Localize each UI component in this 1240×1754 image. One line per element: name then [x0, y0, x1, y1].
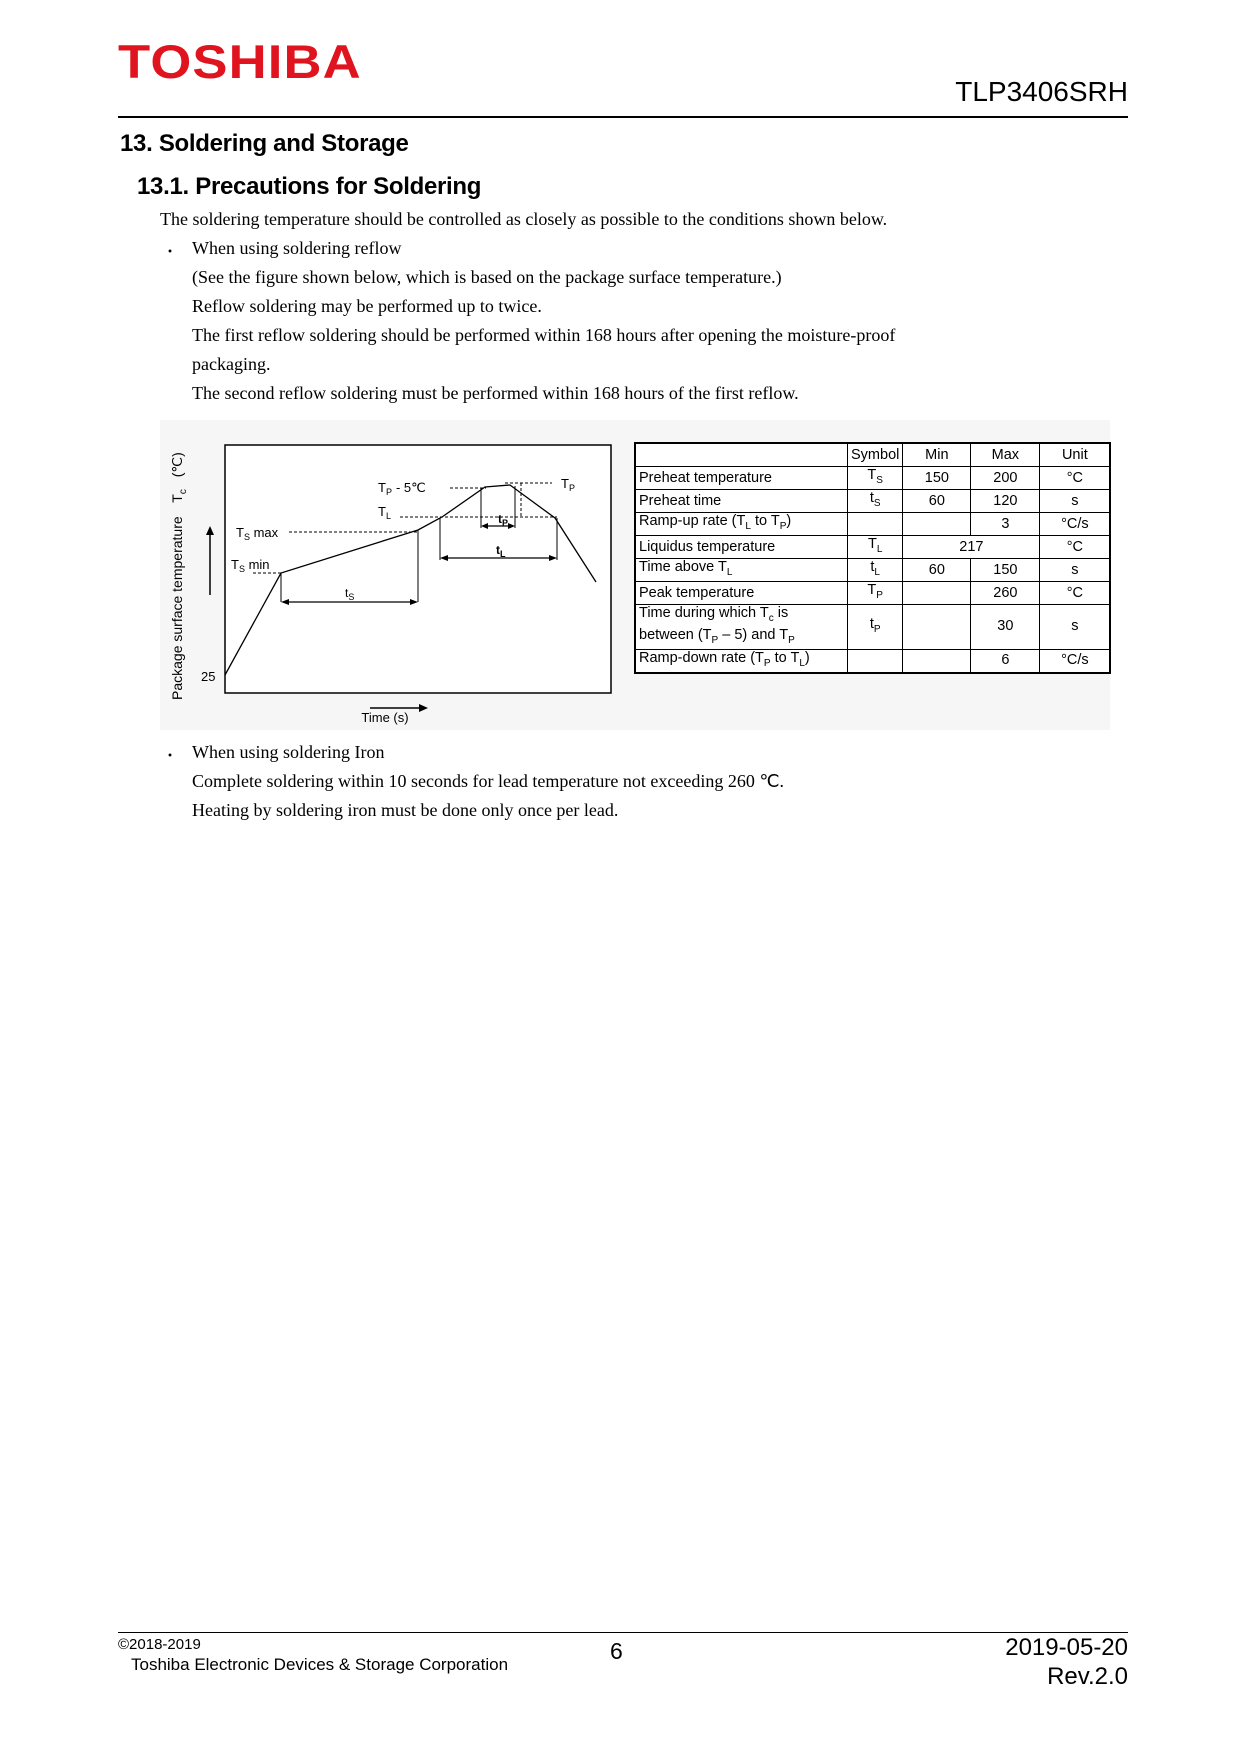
min-cell	[903, 513, 971, 536]
table-row	[635, 649, 1110, 673]
reflow-block	[192, 234, 1072, 408]
max-cell: 6	[971, 649, 1040, 673]
reflow-line: Reflow soldering may be performed up to twice.	[192, 296, 542, 316]
company-name: Toshiba Electronic Devices & Storage Corporation	[131, 1655, 509, 1674]
min-cell: 150	[903, 467, 971, 490]
min-cell: 60	[903, 490, 971, 513]
start-temp-label: 25	[201, 669, 216, 684]
unit-cell: °C	[1040, 536, 1111, 559]
iron-line: Heating by soldering iron must be done only once per lead.	[192, 800, 619, 820]
max-cell: 260	[971, 582, 1040, 605]
unit-cell: °C	[1040, 467, 1111, 490]
tl-time-label: $t_L$	[496, 543, 506, 559]
table-header-cell: Unit	[1040, 443, 1111, 467]
max-cell: 200	[971, 467, 1040, 490]
min-cell	[903, 649, 971, 673]
ts-time-label: $t_S$	[345, 586, 355, 602]
subsection-title: 13.1. Precautions for Soldering	[137, 173, 482, 200]
iron-line: Complete soldering within 10 seconds for lead temperature not exceeding 260 ℃.	[192, 771, 785, 791]
iron-heading: When using soldering Iron	[192, 742, 385, 762]
header-divider	[118, 116, 1128, 118]
param-cell: Ramp-down rate ($T_P$ to $T_L$)	[635, 649, 848, 673]
y-axis-arrowhead	[206, 526, 214, 535]
unit-cell: s	[1040, 559, 1111, 582]
unit-cell: °C	[1040, 582, 1111, 605]
param-cell: Time during which $T_c$ is between $(T_P - 5)$ and $T_P$	[635, 605, 848, 650]
symbol-cell: $t_P$	[848, 605, 903, 650]
reflow-line: The second reflow soldering must be performed within 168 hours of the first reflow.	[192, 383, 799, 403]
max-cell: 120	[971, 490, 1040, 513]
span-cell: 217	[903, 536, 1040, 559]
table-header-cell: Min	[903, 443, 971, 467]
reflow-profile-chart	[160, 420, 630, 730]
copyright: ©2018-2019	[118, 1636, 201, 1653]
unit-cell: s	[1040, 605, 1111, 650]
min-cell	[903, 582, 971, 605]
table-header-cell: Symbol	[848, 443, 903, 467]
table-row	[635, 605, 1110, 650]
unit-cell: s	[1040, 490, 1111, 513]
max-cell: 3	[971, 513, 1040, 536]
reflow-line: packaging.	[192, 354, 271, 374]
reflow-spec-table	[634, 442, 1111, 674]
revision-date: 2019-05-20	[1005, 1634, 1128, 1661]
bullet-reflow: ・	[162, 244, 179, 261]
param-cell: Preheat time	[635, 490, 848, 513]
symbol-cell: $T_L$	[848, 536, 903, 559]
table-row	[635, 559, 1110, 582]
y-axis-label: Package surface temperature $T_c$ (℃)	[169, 452, 189, 700]
param-cell: Liquidus temperature	[635, 536, 848, 559]
tp-time-label: $t_P$	[498, 512, 509, 528]
symbol-cell	[848, 649, 903, 673]
reflow-line: The first reflow soldering should be performed within 168 hours after opening the moisture-proof	[192, 325, 896, 345]
table-row	[635, 513, 1110, 536]
table-row	[635, 536, 1110, 559]
ts-max-label: $T_S$ max	[236, 525, 279, 542]
max-cell: 150	[971, 559, 1040, 582]
iron-block	[192, 738, 1072, 825]
symbol-cell: $t_L$	[848, 559, 903, 582]
symbol-cell: $t_S$	[848, 490, 903, 513]
x-axis-label: Time (s)	[361, 710, 409, 725]
table-row	[635, 490, 1110, 513]
unit-cell: °C/s	[1040, 513, 1111, 536]
toshiba-logo: TOSHIBA	[118, 35, 362, 88]
table-row	[635, 467, 1110, 490]
param-cell: Peak temperature	[635, 582, 848, 605]
x-axis-arrowhead	[419, 704, 428, 712]
unit-cell: °C/s	[1040, 649, 1111, 673]
param-cell: Ramp-up rate ($T_L$ to $T_P$)	[635, 513, 848, 536]
table-row	[635, 582, 1110, 605]
part-number: TLP3406SRH	[955, 76, 1128, 107]
tp-minus-5-label: $T_P$ - 5℃	[378, 480, 426, 497]
revision-number: Rev.2.0	[1047, 1663, 1128, 1690]
symbol-cell	[848, 513, 903, 536]
bullet-iron: ・	[162, 748, 179, 765]
tl-label: $T_L$	[378, 504, 391, 521]
intro-paragraph: The soldering temperature should be controlled as closely as possible to the conditions shown below.	[160, 209, 888, 229]
footer-divider	[118, 1632, 1128, 1633]
tp-label: $T_P$	[561, 476, 575, 493]
param-cell: Time above $T_L$	[635, 559, 848, 582]
section-title: 13. Soldering and Storage	[120, 130, 409, 157]
page-number: 6	[610, 1638, 623, 1664]
max-cell: 30	[971, 605, 1040, 650]
table-header-row	[635, 443, 1110, 467]
param-cell: Preheat temperature	[635, 467, 848, 490]
ts-min-label: $T_S$ min	[231, 557, 270, 574]
min-cell: 60	[903, 559, 971, 582]
symbol-cell: $T_S$	[848, 467, 903, 490]
symbol-cell: $T_P$	[848, 582, 903, 605]
table-header-cell: Max	[971, 443, 1040, 467]
min-cell	[903, 605, 971, 650]
table-header-cell	[635, 443, 848, 467]
reflow-heading: When using soldering reflow	[192, 238, 402, 258]
reflow-line: (See the figure shown below, which is based on the package surface temperature.)	[192, 267, 782, 287]
